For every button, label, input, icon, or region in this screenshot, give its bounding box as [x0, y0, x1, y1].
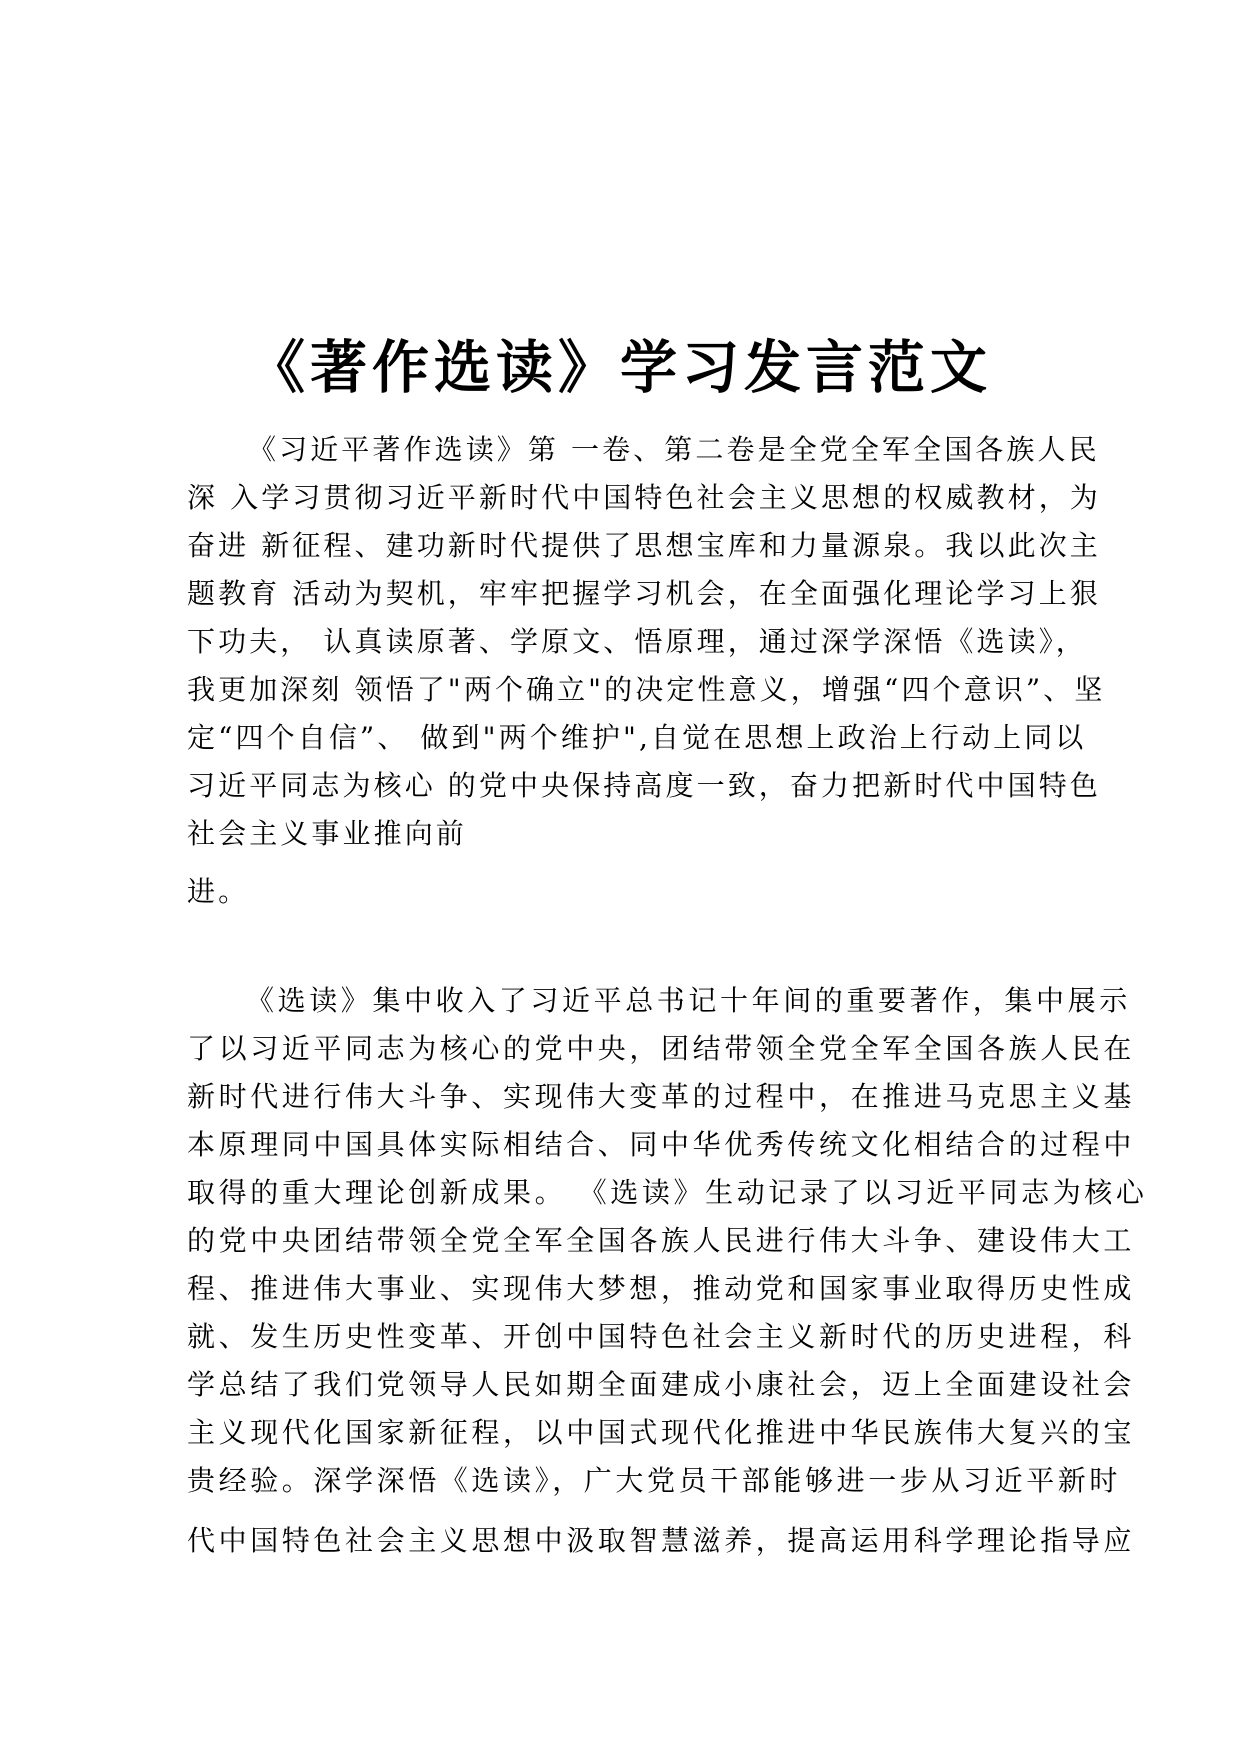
paragraph-1-line: 下功夫， 认真读原著、学原文、悟原理，通过深学深悟《选读》，	[187, 625, 1087, 658]
paragraph-1-line: 定“四个自信”、 做到"两个维护",自觉在思想上政治上行动上同以	[187, 721, 1087, 754]
paragraph-1-line: 习近平同志为核心 的党中央保持高度一致，奋力把新时代中国特色	[187, 769, 1101, 802]
paragraph-1-line: 进。	[187, 875, 250, 908]
paragraph-1-line: 题教育 活动为契机，牢牢把握学习机会，在全面强化理论学习上狠	[187, 577, 1101, 610]
paragraph-1-line: 《习近平著作选读》第 一卷、第二卷是全党全军全国各族人民	[248, 433, 1100, 466]
paragraph-2-line: 贵经验。深学深悟《选读》，广大党员干部能够进一步从习近平新时	[187, 1464, 1122, 1497]
paragraph-2-line: 主义现代化国家新征程，以中国式现代化推进中华民族伟大复兴的宝	[187, 1416, 1136, 1449]
paragraph-1-line: 社会主义事业推向前	[187, 817, 467, 850]
paragraph-1-line: 我更加深刻 领悟了"两个确立"的决定性意义，增强“四个意识”、坚	[187, 673, 1106, 706]
paragraph-2-line: 了以习近平同志为核心的党中央，团结带领全党全军全国各族人民在	[187, 1032, 1136, 1065]
paragraph-1-line: 深 入学习贯彻习近平新时代中国特色社会主义思想的权威教材，为	[187, 481, 1101, 514]
paragraph-2-line: 新时代进行伟大斗争、实现伟大变革的过程中，在推进马克思主义基	[187, 1080, 1136, 1113]
paragraph-2-line: 本原理同中国具体实际相结合、同中华优秀传统文化相结合的过程中	[187, 1128, 1136, 1161]
paragraph-2-line: 就、发生历史性变革、开创中国特色社会主义新时代的历史进程，科	[187, 1320, 1136, 1353]
paragraph-2-line: 的党中央团结带领全党全军全国各族人民进行伟大斗争、建设伟大工	[187, 1224, 1136, 1257]
paragraph-2-line: 取得的重大理论创新成果。 《选读》生动记录了以习近平同志为核心	[187, 1176, 1148, 1209]
paragraph-1-line: 奋进 新征程、建功新时代提供了思想宝库和力量源泉。我以此次主	[187, 529, 1101, 562]
paragraph-2-line: 《选读》集中收入了习近平总书记十年间的重要著作，集中展示	[246, 984, 1131, 1017]
document-title: 《著作选读》学习发言范文	[248, 334, 992, 401]
paragraph-2-line: 程、推进伟大事业、实现伟大梦想，推动党和国家事业取得历史性成	[187, 1272, 1136, 1305]
paragraph-2-line: 学总结了我们党领导人民如期全面建成小康社会，迈上全面建设社会	[187, 1368, 1136, 1401]
paragraph-2-line: 代中国特色社会主义思想中汲取智慧滋养，提高运用科学理论指导应	[187, 1524, 1136, 1557]
